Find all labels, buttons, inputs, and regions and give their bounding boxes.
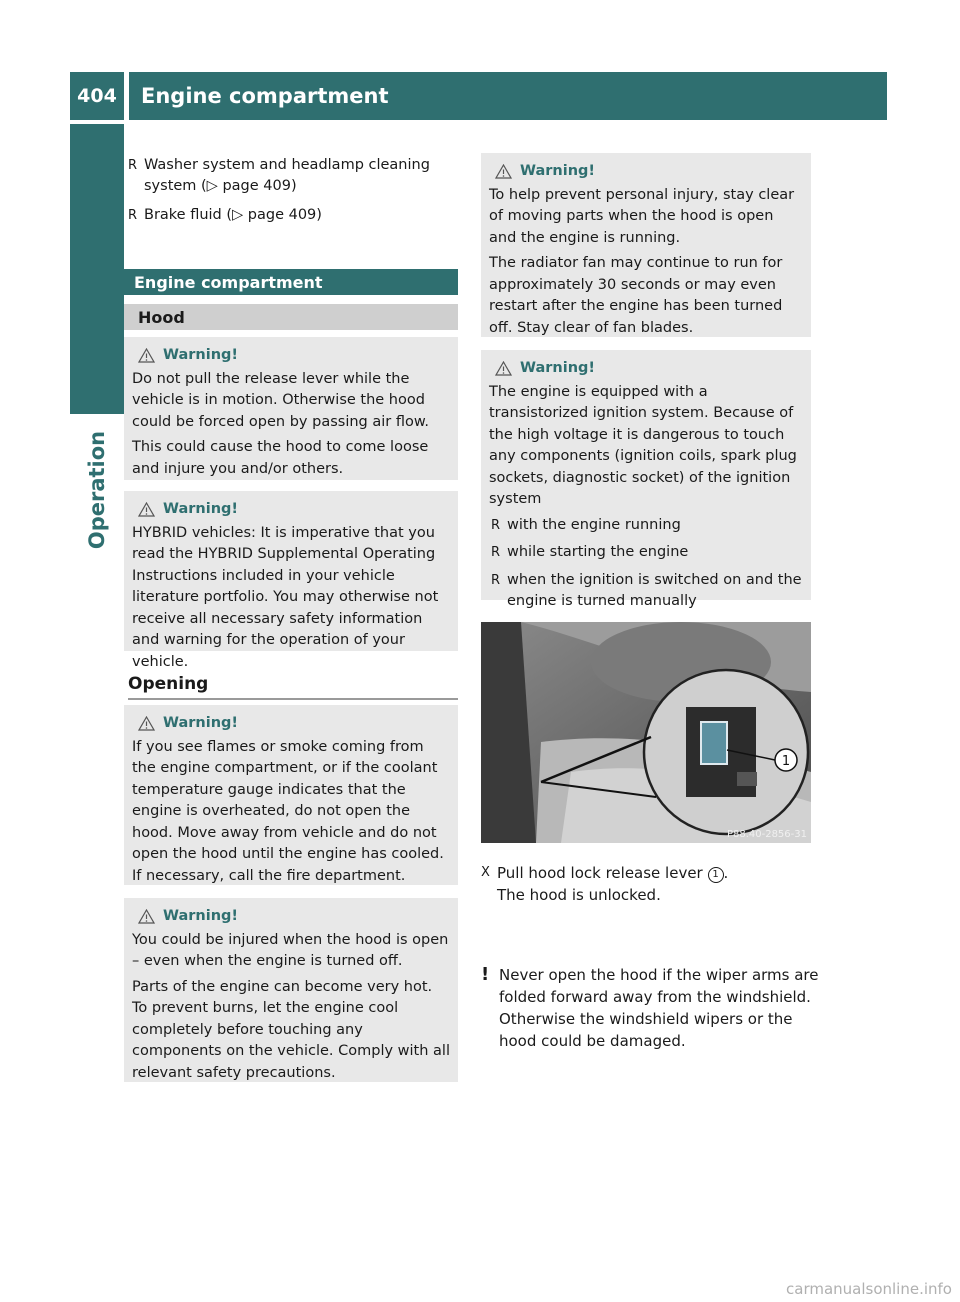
warning-bullet: [489, 515, 803, 537]
warning-box: [124, 705, 458, 885]
warning-triangle-icon: [138, 502, 155, 517]
bullet-marker: R: [491, 517, 501, 533]
page-title: Engine compartment: [129, 72, 887, 120]
hood-release-figure: [481, 622, 811, 843]
bullet-marker: R: [491, 545, 501, 560]
instruction-step: [481, 862, 827, 906]
warning-text: The radiator fan may continue to run for approximately 30 seconds or may even restart after the engine has been turned off. Stay clear of fan blades.: [489, 255, 783, 336]
step-result: The hood is unlocked.: [497, 886, 661, 904]
warning-box: [124, 337, 458, 480]
warning-bullet: [489, 570, 803, 613]
warning-header: [495, 358, 803, 380]
side-tab-block: [70, 124, 124, 414]
warning-title: Warning!: [163, 715, 239, 731]
warning-header: [138, 345, 450, 367]
bullet-marker: R: [128, 208, 138, 223]
list-item-text: Washer system and headlamp cleaning system (▷ page 409): [144, 157, 430, 194]
warning-bullet-text: with the engine running: [507, 516, 681, 533]
list-item-text: Brake fluid (▷ page 409): [144, 207, 322, 223]
warning-title: Warning!: [163, 501, 239, 517]
warning-text: If you see flames or smoke coming from the engine compartment, or if the coolant temperature gauge indicates that the engine is overheated, do not open the hood. Move away from vehicle and do not open the hood until the engine has cooled. If necessary, call the fire department.: [132, 738, 444, 884]
side-tab-text: Operation: [85, 430, 109, 550]
opening-heading: Opening: [128, 674, 458, 700]
warning-text: Parts of the engine can become very hot. To prevent burns, let the engine cool completely before touching any components on the vehicle. Comply with all relevant safety precautions.: [132, 978, 450, 1081]
warning-box: [124, 491, 458, 670]
warning-title: Warning!: [520, 163, 596, 179]
warning-triangle-icon: [138, 348, 155, 363]
warning-header: [138, 713, 450, 735]
warning-triangle-icon: [138, 909, 155, 924]
warning-text: Do not pull the release lever while the vehicle is in motion. Otherwise the hood could be forced open by passing air flow.: [132, 370, 429, 430]
list-item: [128, 205, 458, 226]
side-tab-label: [70, 420, 124, 560]
warning-text: You could be injured when the hood is open – even when the engine is turned off.: [132, 931, 449, 969]
warning-box: [481, 153, 811, 337]
list-item: [128, 155, 458, 197]
figure-callout-number: 1: [781, 754, 791, 769]
bullet-marker: R: [128, 158, 138, 173]
bullet-marker: R: [491, 572, 501, 588]
hood-release-illustration: [481, 622, 811, 843]
caution-marker: !: [481, 964, 490, 985]
page-number: 404: [70, 72, 124, 120]
warning-triangle-icon: [495, 361, 512, 376]
warning-box: [124, 898, 458, 1082]
step-marker: X: [481, 865, 490, 880]
warning-header: [138, 906, 450, 928]
callout-circle: 1: [708, 867, 724, 883]
watermark: carmanualsonline.info: [786, 1280, 952, 1298]
warning-header: [138, 499, 450, 521]
warning-triangle-icon: [138, 716, 155, 731]
warning-text: This could cause the hood to come loose and injure you and/or others.: [132, 439, 429, 477]
warning-header: [495, 161, 803, 183]
step-text-after: .: [723, 864, 729, 882]
warning-title: Warning!: [520, 360, 596, 376]
warning-box: [481, 350, 811, 609]
warning-bullet-text: when the ignition is switched on and the engine is turned manually: [507, 571, 802, 609]
section-title-bar: Engine compartment: [124, 269, 458, 295]
warning-text: HYBRID vehicles: It is imperative that you read the HYBRID Supplemental Operating Instructions included in your vehicle literature portfolio. You may otherwise not receive all necessary safety information and warning for the operation of your vehicle.: [132, 524, 439, 670]
warning-triangle-icon: [495, 164, 512, 179]
step-text-before: Pull hood lock release lever: [497, 864, 708, 882]
caution-text: Never open the hood if the wiper arms are folded forward away from the windshield. Otherwise the windshield wipers or the hood could be damaged.: [499, 966, 819, 1050]
warning-text: To help prevent personal injury, stay clear of moving parts when the hood is open and the engine is running.: [489, 186, 795, 246]
warning-title: Warning!: [163, 908, 239, 924]
warning-title: Warning!: [163, 347, 239, 363]
figure-code: P88.40-2856-31: [726, 829, 807, 840]
warning-bullet: [489, 542, 803, 564]
caution-note: [481, 964, 831, 1052]
warning-text: The engine is equipped with a transistorized ignition system. Because of the high voltage it is dangerous to touch any components (ignition coils, spark plug sockets, diagnostic socket) of the ignition system: [489, 383, 797, 507]
warning-bullet-text: while starting the engine: [507, 544, 689, 560]
subsection-title-bar: Hood: [124, 304, 458, 330]
left-column: [128, 155, 458, 234]
